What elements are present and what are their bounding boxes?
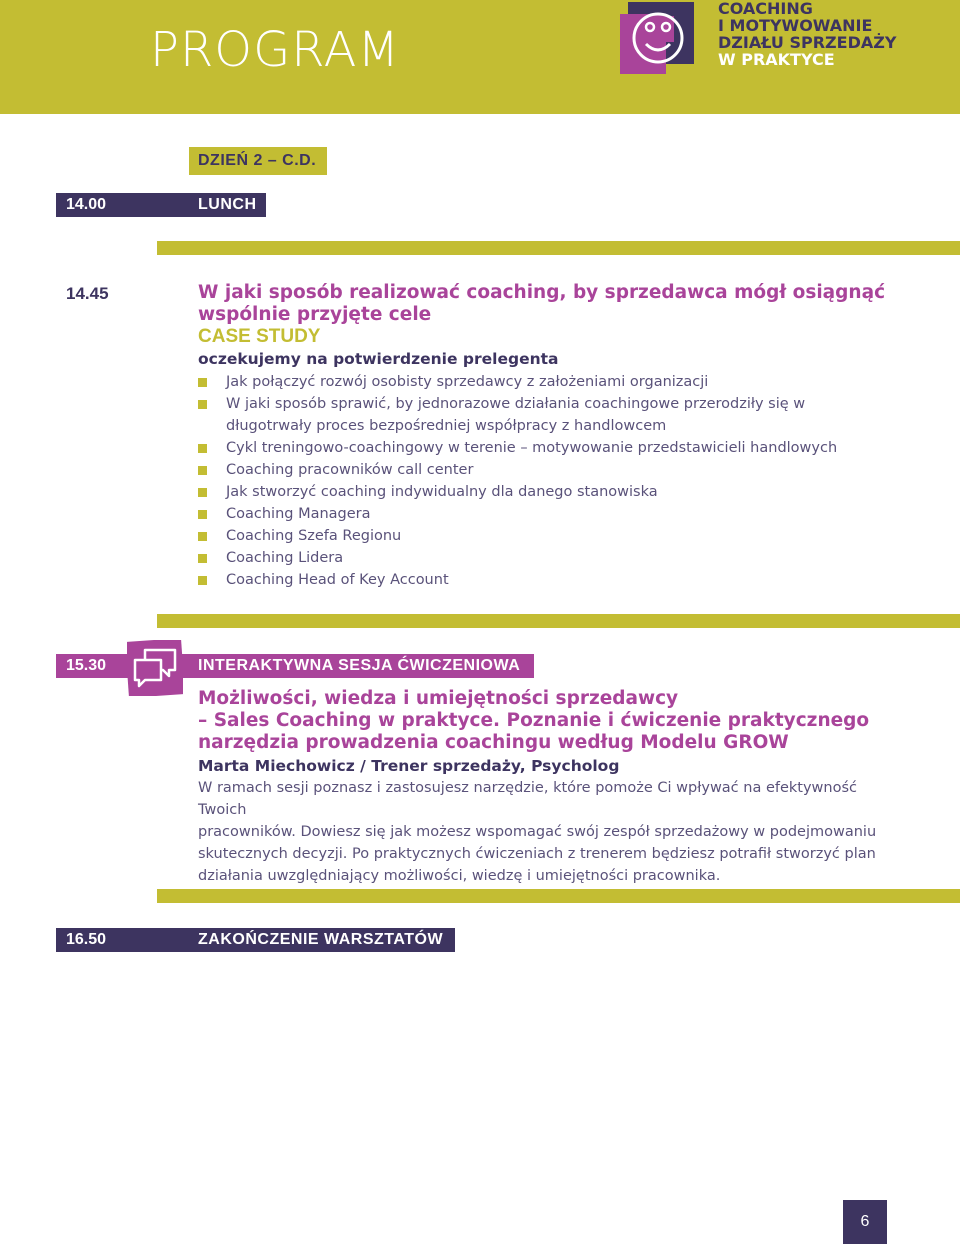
description-line: skutecznych decyzji. Po praktycznych ćwiczeniach z trenerem będziesz potrafił stworzyć plan	[198, 846, 876, 862]
bullet-square-icon	[198, 510, 207, 519]
bullet-square-icon	[198, 378, 207, 387]
lunch-row	[56, 193, 266, 217]
bullet-square-icon	[198, 532, 207, 541]
closing-label: ZAKOŃCZENIE WARSZTATÓW	[198, 931, 444, 948]
list-item: Coaching pracowników call center	[198, 459, 888, 481]
topic-list	[198, 371, 888, 591]
lunch-time: 14.00	[66, 196, 107, 213]
list-item: Coaching Managera	[198, 503, 888, 525]
list-item: Cykl treningowo-coachingowy w terenie – motywowanie przedstawicieli handlowych	[198, 437, 888, 459]
session-title-1530	[198, 688, 918, 754]
logo-text	[718, 0, 896, 68]
session-label-1530: INTERAKTYWNA SESJA ĆWICZENIOWA	[198, 657, 521, 674]
logo-line-3: DZIAŁU SPRZEDAŻY	[718, 33, 897, 52]
description-line: pracowników. Dowiesz się jak możesz wspomagać swój zespół sprzedażowy w podejmowaniu	[198, 824, 877, 840]
description-line: działania uwzględniający możliwości, wiedzę i umiejętności pracownika.	[198, 868, 721, 884]
section-divider	[157, 889, 960, 903]
session-time-1530: 15.30	[66, 657, 107, 674]
list-item: W jaki sposób sprawić, by jednorazowe działania coachingowe przerodziły się w długotrwały proces bezpośredniej współpracy z handlowcem	[198, 393, 888, 437]
session-title-1445	[198, 282, 918, 326]
session-time-1445: 14.45	[66, 284, 109, 303]
bullet-square-icon	[198, 400, 207, 409]
bullet-square-icon	[198, 576, 207, 585]
logo-line-4: W PRAKTYCE	[718, 50, 835, 69]
list-item: Jak stworzyć coaching indywidualny dla danego stanowiska	[198, 481, 888, 503]
page-number: 6	[843, 1200, 887, 1244]
section-divider	[157, 241, 960, 255]
bullet-square-icon	[198, 488, 207, 497]
logo-line-1: COACHING	[718, 0, 813, 18]
list-item: Jak połączyć rozwój osobisty sprzedawcy z założeniami organizacji	[198, 371, 888, 393]
page-title: PROGRAM	[150, 22, 400, 78]
lunch-label: LUNCH	[198, 196, 257, 213]
bullet-square-icon	[198, 466, 207, 475]
speaker-name: Marta Miechowicz / Trener sprzedaży, Psycholog	[198, 757, 620, 775]
speaker-note: oczekujemy na potwierdzenie prelegenta	[198, 350, 559, 368]
chat-bubbles-icon	[127, 640, 183, 696]
closing-time: 16.50	[66, 931, 107, 948]
bullet-square-icon	[198, 554, 207, 563]
session-description	[198, 777, 898, 887]
section-divider	[157, 614, 960, 628]
title-line: – Sales Coaching w praktyce. Poznanie i ćwiczenie praktycznego	[198, 710, 870, 731]
list-item: Coaching Head of Key Account	[198, 569, 888, 591]
description-line: W ramach sesji poznasz i zastosujesz narzędzie, które pomoże Ci wpływać na efektywność Twoich	[198, 780, 858, 818]
title-line: Możliwości, wiedza i umiejętności sprzedawcy	[198, 688, 679, 709]
closing-row	[56, 928, 455, 952]
bullet-square-icon	[198, 444, 207, 453]
title-line: narzędzia prowadzenia coachingu według Modelu GROW	[198, 732, 789, 753]
title-line: wspólnie przyjęte cele	[198, 304, 432, 325]
smiley-squares-logo	[620, 2, 696, 74]
logo-line-2: I MOTYWOWANIE	[718, 16, 873, 35]
title-line: W jaki sposób realizować coaching, by sprzedawca mógł osiągnąć	[198, 282, 886, 303]
list-item: Coaching Szefa Regionu	[198, 525, 888, 547]
list-item: Coaching Lidera	[198, 547, 888, 569]
case-study-label: CASE STUDY	[198, 326, 321, 347]
day-tag: DZIEŃ 2 – C.D.	[189, 147, 327, 175]
